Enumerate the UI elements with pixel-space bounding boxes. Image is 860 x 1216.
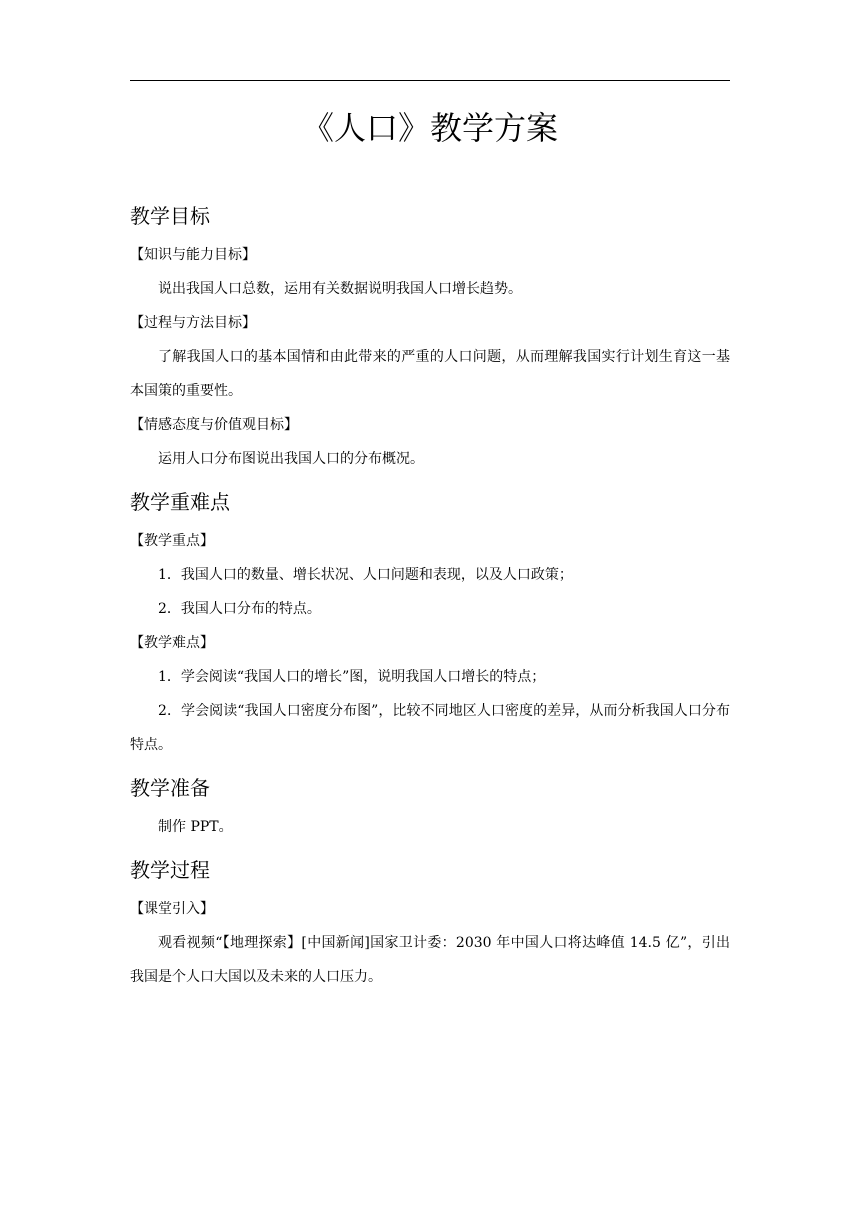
label-class-intro: 【课堂引入】 bbox=[130, 901, 214, 917]
document-body bbox=[130, 198, 730, 994]
label-emotion-goal: 【情感态度与价值观目标】 bbox=[130, 417, 298, 433]
text-class-intro: 观看视频“【地理探索】[中国新闻]国家卫计委：2030 年中国人口将达峰值 14.5 亿”，引出我国是个人口大国以及未来的人口压力。 bbox=[130, 935, 730, 985]
label-knowledge-goal: 【知识与能力目标】 bbox=[130, 247, 256, 263]
label-process-goal: 【过程与方法目标】 bbox=[130, 315, 256, 331]
page-title: 《人口》教学方案 bbox=[301, 109, 558, 147]
text-preparation: 制作 PPT。 bbox=[158, 819, 233, 835]
text-knowledge-goal: 说出我国人口总数，运用有关数据说明我国人口增长趋势。 bbox=[158, 281, 522, 297]
section-heading-goals: 教学目标 bbox=[130, 204, 210, 228]
text-process-goal: 了解我国人口的基本国情和由此带来的严重的人口问题，从而理解我国实行计划生育这一基本国策的重要性。 bbox=[130, 349, 730, 399]
difficult-point-item: 1．学会阅读“我国人口的增长”图，说明我国人口增长的特点； bbox=[158, 669, 546, 685]
label-difficult-points: 【教学难点】 bbox=[130, 635, 214, 651]
label-key-points: 【教学重点】 bbox=[130, 533, 214, 549]
header-rule bbox=[130, 80, 730, 81]
text-emotion-goal: 运用人口分布图说出我国人口的分布概况。 bbox=[158, 451, 424, 467]
section-heading-preparation: 教学准备 bbox=[130, 776, 210, 800]
section-heading-keypoints: 教学重难点 bbox=[130, 490, 230, 514]
section-heading-process: 教学过程 bbox=[130, 858, 210, 882]
key-point-item: 2．我国人口分布的特点。 bbox=[158, 601, 321, 617]
difficult-point-item: 2．学会阅读“我国人口密度分布图”，比较不同地区人口密度的差异，从而分析我国人口分布特点。 bbox=[130, 703, 730, 753]
key-point-item: 1．我国人口的数量、增长状况、人口问题和表现，以及人口政策； bbox=[158, 567, 573, 583]
